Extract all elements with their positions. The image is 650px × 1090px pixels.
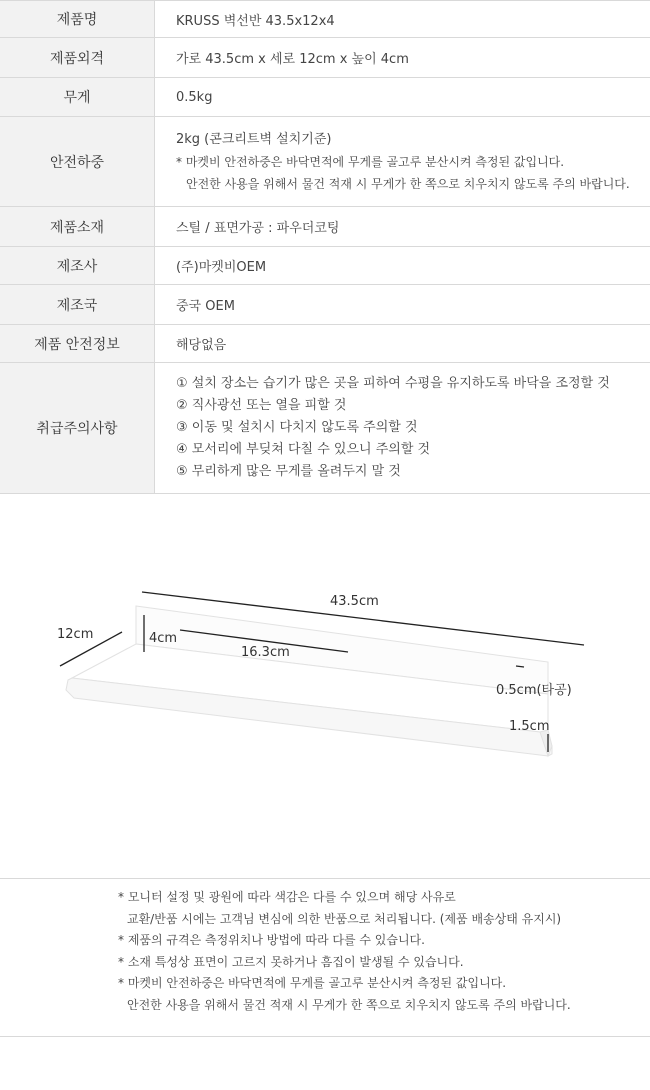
spec-row <box>0 363 650 494</box>
depth-label: 12cm <box>57 627 94 642</box>
spec-line: ① 설치 장소는 습기가 많은 곳을 피하여 수평을 유지하도록 바닥을 조정할 것 <box>176 376 610 391</box>
lip-label: 1.5cm <box>509 719 550 734</box>
spec-row <box>0 285 650 325</box>
spec-label: 제조사 <box>0 247 155 285</box>
spec-value <box>155 363 650 494</box>
notice-line: * 소재 특성상 표면이 고르지 못하거나 흠집이 발생될 수 있습니다. <box>118 954 464 969</box>
hole-label: 0.5cm(타공) <box>496 683 572 698</box>
spec-row <box>0 325 650 363</box>
height-label: 4cm <box>149 631 178 646</box>
spec-row <box>0 117 650 207</box>
dimension-diagram <box>0 494 650 879</box>
spec-line: ② 직사광선 또는 열을 피할 것 <box>176 398 347 413</box>
notice-line: * 마켓비 안전하중은 바닥면적에 무게를 골고루 분산시켜 측정된 값입니다. <box>118 976 507 990</box>
spec-label: 제품소재 <box>0 207 155 247</box>
width-label: 43.5cm <box>330 594 379 609</box>
spec-table <box>0 0 650 494</box>
spec-value: 스틸 / 표면가공 : 파우더코팅 <box>155 207 650 247</box>
spec-row <box>0 247 650 285</box>
spec-value: KRUSS 벽선반 43.5x12x4 <box>155 1 650 38</box>
notice-line: * 제품의 규격은 측정위치나 방법에 따라 다를 수 있습니다. <box>118 933 425 947</box>
inner-length-label: 16.3cm <box>241 645 290 660</box>
spec-row <box>0 1 650 38</box>
spec-label: 제품외격 <box>0 38 155 78</box>
spec-line: ⑤ 무리하게 많은 무게를 올려두지 말 것 <box>176 464 401 479</box>
spec-value: 해당없음 <box>155 325 650 363</box>
spec-line: 2kg (콘크리트벽 설치기준) <box>176 131 332 147</box>
spec-label: 제조국 <box>0 285 155 325</box>
spec-line: ④ 모서리에 부딪쳐 다칠 수 있으니 주의할 것 <box>176 442 431 457</box>
notice-line: 안전한 사용을 위해서 물건 적재 시 무게가 한 쪽으로 치우치지 않도록 주의 바랍니다. <box>127 997 571 1012</box>
spec-value: 중국 OEM <box>155 285 650 325</box>
spec-label: 무게 <box>0 78 155 117</box>
spec-line: 안전한 사용을 위해서 물건 적재 시 무게가 한 쪽으로 치우치지 않도록 주의 바랍니다. <box>186 176 630 191</box>
spec-label: 안전하중 <box>0 117 155 207</box>
spec-label: 제품 안전정보 <box>0 325 155 363</box>
bottom-divider <box>0 1036 650 1037</box>
spec-line: * 마켓비 안전하중은 바닥면적에 무게를 골고루 분산시켜 측정된 값입니다. <box>176 154 565 169</box>
spec-label: 취급주의사항 <box>0 363 155 494</box>
spec-value: 가로 43.5cm x 세로 12cm x 높이 4cm <box>155 38 650 78</box>
spec-value: 0.5kg <box>155 78 650 117</box>
spec-row <box>0 207 650 247</box>
shelf-shape <box>66 606 552 756</box>
spec-value: (주)마켓비OEM <box>155 247 650 285</box>
notice-line: 교환/반품 시에는 고객님 변심에 의한 반품으로 처리됩니다. (제품 배송상태 유지시) <box>127 911 562 926</box>
spec-label: 제품명 <box>0 1 155 38</box>
spec-row <box>0 38 650 78</box>
notice-list <box>118 887 571 1016</box>
spec-line: ③ 이동 및 설치시 다치지 않도록 주의할 것 <box>176 420 418 435</box>
notice-line: * 모니터 설정 및 광원에 따라 색감은 다를 수 있으며 해당 사유로 <box>118 890 456 904</box>
spec-value <box>155 117 650 207</box>
spec-row <box>0 78 650 117</box>
